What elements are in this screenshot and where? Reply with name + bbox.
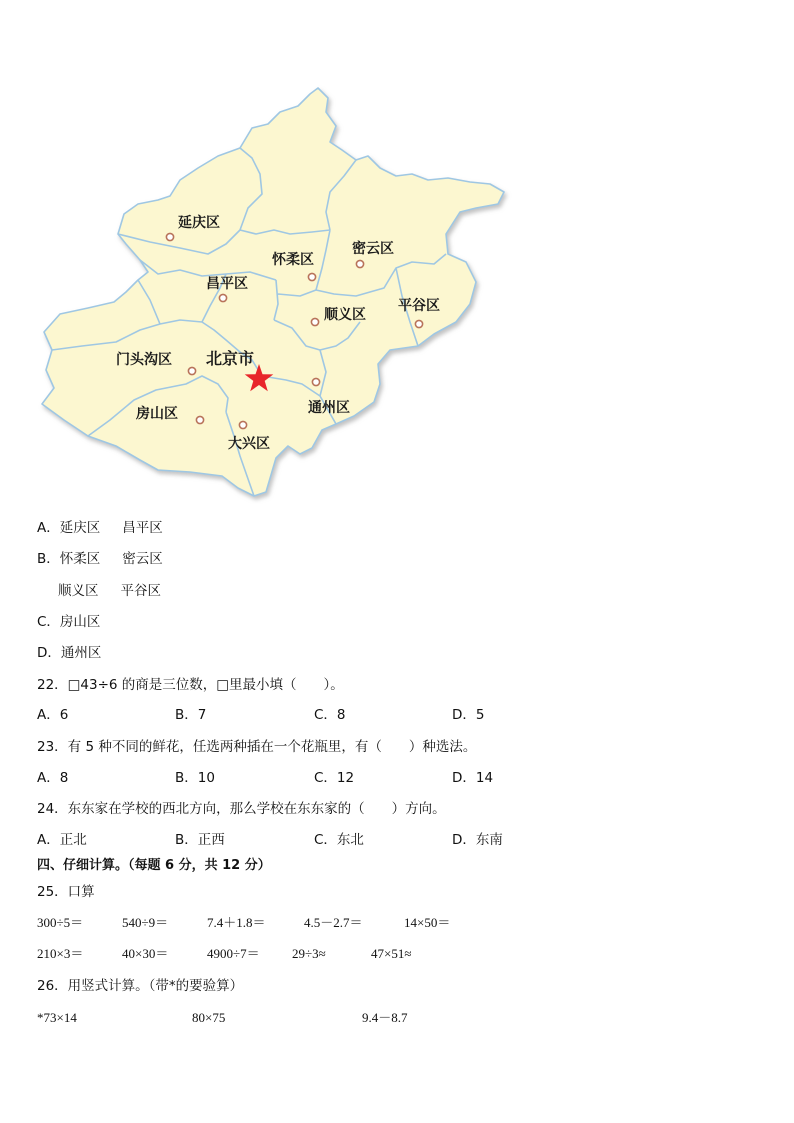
- question-25: 25．口算: [37, 884, 95, 900]
- calc-item: 47×51≈: [371, 946, 412, 961]
- label-beijing: 北京市: [206, 349, 255, 368]
- calc-item: 300÷5＝: [37, 915, 84, 930]
- q22-option-a: A．6: [37, 707, 69, 723]
- city-dot-miyun: [356, 260, 363, 267]
- question-22: 22．□43÷6 的商是三位数，□里最小填（ ）。: [37, 677, 344, 693]
- label-daxing: 大兴区: [228, 436, 270, 452]
- vertical-calc-item: *73×14: [37, 1010, 77, 1025]
- label-miyun: 密云区: [352, 241, 394, 257]
- beijing-district-map: [30, 84, 520, 504]
- city-dot-pinggu: [415, 320, 422, 327]
- q22-option-c: C．8: [314, 707, 346, 723]
- city-dot-tongzhou: [312, 378, 319, 385]
- option-b: B．怀柔区: [37, 551, 101, 567]
- city-dot-shunyi: [311, 318, 318, 325]
- city-dot-daxing: [239, 421, 246, 428]
- q24-option-b: B．正西: [175, 832, 225, 848]
- calc-item: 40×30＝: [122, 946, 169, 961]
- calc-item: 210×3＝: [37, 946, 84, 961]
- q23-option-b: B．10: [175, 770, 215, 786]
- calc-item: 4.5－2.7＝: [304, 915, 363, 930]
- option-a-extra: 昌平区: [122, 520, 163, 536]
- calc-item: 4900÷7＝: [207, 946, 260, 961]
- question-23: 23．有 5 种不同的鲜花，任选两种插在一个花瓶里，有（ ）种选法。: [37, 739, 477, 755]
- label-pinggu: 平谷区: [398, 298, 440, 314]
- q23-option-a: A．8: [37, 770, 69, 786]
- option-b-line2: [58, 582, 161, 600]
- label-tongzhou: 通州区: [308, 400, 350, 416]
- question-26: 26．用竖式计算。（带*的要验算）: [37, 978, 244, 994]
- question-24: 24．东东家在学校的西北方向，那么学校在东东家的（ ）方向。: [37, 801, 446, 817]
- label-huairou: 怀柔区: [272, 252, 314, 268]
- q23-option-c: C．12: [314, 770, 355, 786]
- q22-option-b: B．7: [175, 707, 207, 723]
- label-mentougou: 门头沟区: [116, 352, 172, 368]
- label-changping: 昌平区: [206, 276, 248, 292]
- option-d: D．通州区: [37, 645, 102, 661]
- calc-item: 540÷9＝: [122, 915, 169, 930]
- calc-item: 29÷3≈: [292, 946, 326, 961]
- option-c: C．房山区: [37, 614, 101, 630]
- option-b-line: [37, 550, 163, 568]
- q24-option-d: D．东南: [452, 832, 503, 848]
- option-a: A．延庆区: [37, 520, 101, 536]
- q22-option-d: D．5: [452, 707, 485, 723]
- option-b-extra-2: 顺义区: [58, 583, 99, 599]
- option-b-extra: 密云区: [122, 551, 163, 567]
- q24-option-c: C．东北: [314, 832, 364, 848]
- section-4-heading: 四、仔细计算。（每题 6 分，共 12 分）: [37, 858, 271, 873]
- city-dot-fangshan: [196, 416, 203, 423]
- q23-option-d: D．14: [452, 770, 494, 786]
- label-yanqing: 延庆区: [178, 215, 220, 231]
- option-a-line: [37, 519, 163, 537]
- city-dot-changping: [219, 294, 226, 301]
- calc-item: 7.4＋1.8＝: [207, 915, 266, 930]
- city-dot-mentougou: [188, 367, 195, 374]
- city-dot-huairou: [308, 273, 315, 280]
- vertical-calc-item: 80×75: [192, 1010, 226, 1025]
- label-fangshan: 房山区: [136, 406, 178, 422]
- label-shunyi: 顺义区: [324, 307, 366, 323]
- city-dot-yanqing: [166, 233, 173, 240]
- calc-item: 14×50＝: [404, 915, 451, 930]
- q24-option-a: A．正北: [37, 832, 87, 848]
- vertical-calc-item: 9.4－8.7: [362, 1010, 408, 1025]
- option-b-extra-3: 平谷区: [120, 583, 161, 599]
- beijing-outline: [42, 88, 504, 496]
